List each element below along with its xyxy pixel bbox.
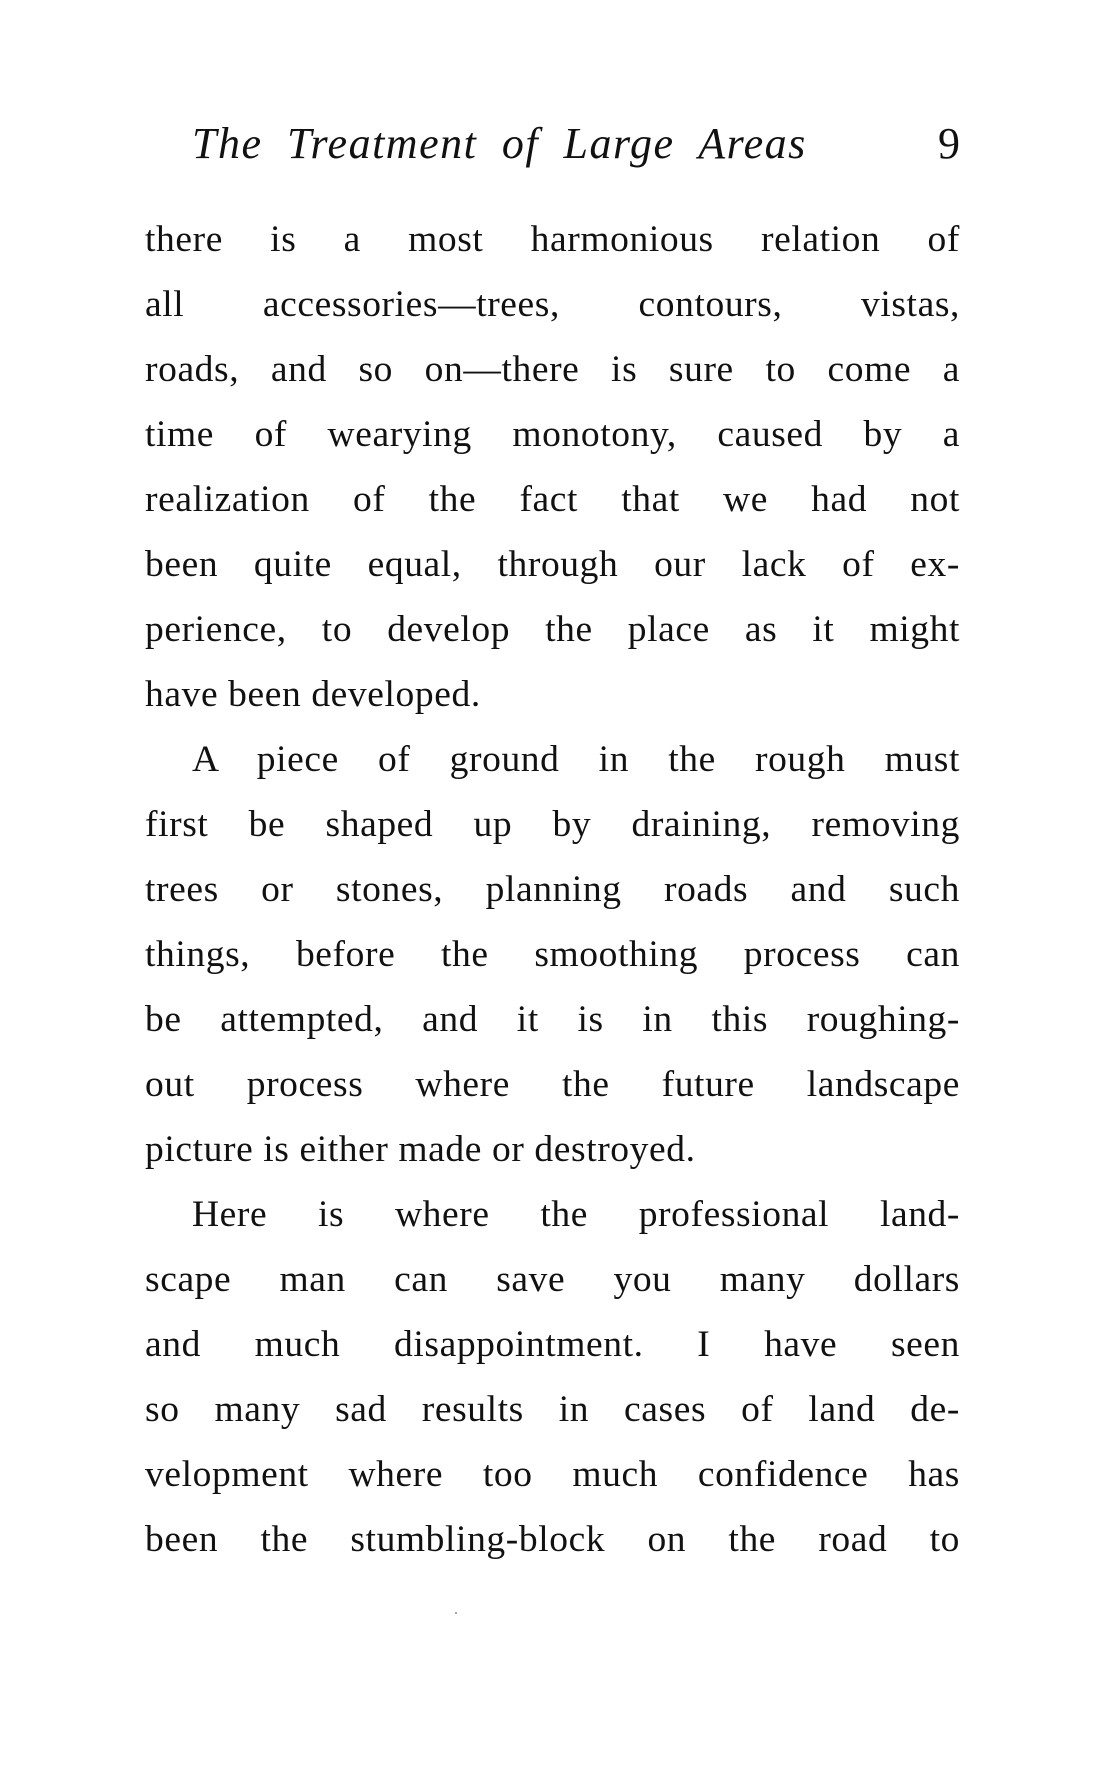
paragraph-2	[145, 727, 960, 1182]
page-number: 9	[938, 119, 960, 168]
running-title: The Treatment of Large Areas	[192, 119, 807, 168]
paragraph-1	[145, 207, 960, 727]
running-header	[145, 118, 960, 178]
text-line: picture is either made or destroyed.	[145, 1129, 696, 1170]
text-line: and much disappointment. I have seen	[145, 1324, 960, 1365]
text-line: all accessories—trees, contours, vistas,	[145, 284, 960, 325]
text-line: so many sad results in cases of land de-	[145, 1389, 960, 1430]
ink-speck	[455, 1612, 457, 1614]
text-line: velopment where too much confidence has	[145, 1454, 960, 1495]
text-line: Here is where the professional land-	[192, 1194, 960, 1235]
paragraph-3	[145, 1182, 960, 1572]
text-line: roads, and so on—there is sure to come a	[145, 349, 960, 390]
text-line: have been developed.	[145, 674, 481, 715]
body-text	[145, 207, 960, 1572]
text-line: be attempted, and it is in this roughing-	[145, 999, 960, 1040]
text-line: scape man can save you many dollars	[145, 1259, 960, 1300]
text-line: trees or stones, planning roads and such	[145, 869, 960, 910]
text-line: perience, to develop the place as it might	[145, 609, 960, 650]
text-line: been the stumbling-block on the road to	[145, 1519, 960, 1560]
text-line: been quite equal, through our lack of ex-	[145, 544, 960, 585]
text-line: realization of the fact that we had not	[145, 479, 960, 520]
text-line: out process where the future landscape	[145, 1064, 960, 1105]
text-line: time of wearying monotony, caused by a	[145, 414, 960, 455]
text-line: A piece of ground in the rough must	[192, 739, 960, 780]
text-line: there is a most harmonious relation of	[145, 219, 960, 260]
text-line: first be shaped up by draining, removing	[145, 804, 960, 845]
text-line: things, before the smoothing process can	[145, 934, 960, 975]
